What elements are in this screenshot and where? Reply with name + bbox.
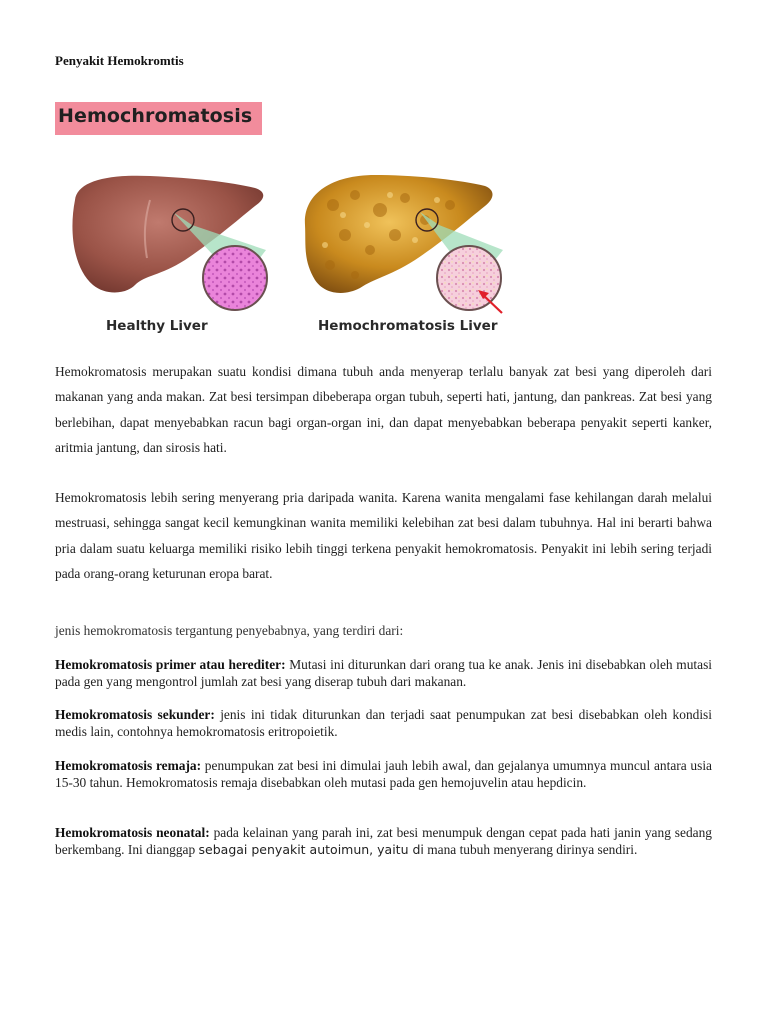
type-secondary-term: Hemokromatosis sekunder: — [55, 707, 215, 722]
caption-hemochromatosis-liver: Hemochromatosis Liver — [318, 318, 498, 334]
hemochromatosis-figure — [55, 100, 505, 345]
liver-illustration — [55, 100, 505, 345]
healthy-tissue-magnified — [203, 246, 267, 310]
paragraph-definition: Hemokromatosis merupakan suatu kondisi dimana tubuh anda menyerap terlalu banyak zat besi yang diperoleh dari makanan yang anda makan. Zat besi tersimpan dibeberapa organ tubuh, seperti hati, jantung, dan pankreas. Zat besi yang berlebihan, dapat menyebabkan racun bagi organ-organ ini, dan dapat menyebabkan beberapa penyakit seperti kanker, aritmia jantung, dan sirosis hati. — [55, 364, 712, 455]
type-neonatal-term: Hemokromatosis neonatal: — [55, 825, 210, 840]
paragraph-prevalence: Hemokromatosis lebih sering menyerang pria daripada wanita. Karena wanita mengalami fase kehilangan darah melalui mestruasi, sehingga sangat kecil kemungkinan wanita memiliki kelebihan zat besi dalam tubuhnya. Hal ini berarti bahwa pria dalam suatu keluarga memiliki risiko lebih tinggi terkena penyakit hemokromatosis. Penyakit ini lebih sering terjadi pada orang-orang keturunan eropa barat. — [55, 490, 712, 581]
type-neonatal-text-a: pada kelainan yang parah ini, zat besi menumpuk dengan cepat pada hati janin yang sedang berkembang. Ini dianggap — [55, 825, 712, 857]
type-primary-term: Hemokromatosis primer atau herediter: — [55, 657, 286, 672]
type-juvenile-term: Hemokromatosis remaja: — [55, 758, 202, 773]
diseased-tissue-magnified — [437, 246, 501, 310]
type-juvenile — [55, 757, 712, 791]
healthy-liver — [72, 176, 267, 310]
document-title: Penyakit Hemokromtis — [55, 53, 184, 68]
figure-banner — [55, 102, 262, 135]
type-neonatal — [55, 824, 712, 858]
caption-healthy-liver: Healthy Liver — [106, 318, 208, 334]
type-primary — [55, 656, 712, 690]
type-primary-text: Mutasi ini diturunkan dari orang tua ke anak. Jenis ini disebabkan oleh mutasi pada gen yang mengontrol jumlah zat besi yang diserap tubuh dari makanan. — [55, 657, 712, 689]
type-juvenile-text: penumpukan zat besi ini dimulai jauh lebih awal, dan gejalanya umumnya muncul antara usia 15-30 tahun. Hemokromatosis remaja disebabkan oleh mutasi pada gen hemojuvelin atau hepdicin. — [55, 758, 712, 790]
type-neonatal-text-b: sebagai penyakit autoimun, yaitu di — [198, 842, 424, 857]
type-neonatal-text-c: mana tubuh menyerang dirinya sendiri. — [423, 842, 638, 857]
figure-banner-text: Hemochromatosis — [58, 105, 253, 127]
hemochromatosis-liver — [305, 175, 503, 313]
type-secondary — [55, 706, 712, 740]
paragraph-types-intro: jenis hemokromatosis tergantung penyebabnya, yang terdiri dari: — [55, 623, 404, 638]
type-secondary-text: jenis ini tidak diturunkan dan terjadi saat penumpukan zat besi disebabkan oleh kondisi medis lain, contohnya hemokromatosis eritropoietik. — [55, 707, 712, 739]
